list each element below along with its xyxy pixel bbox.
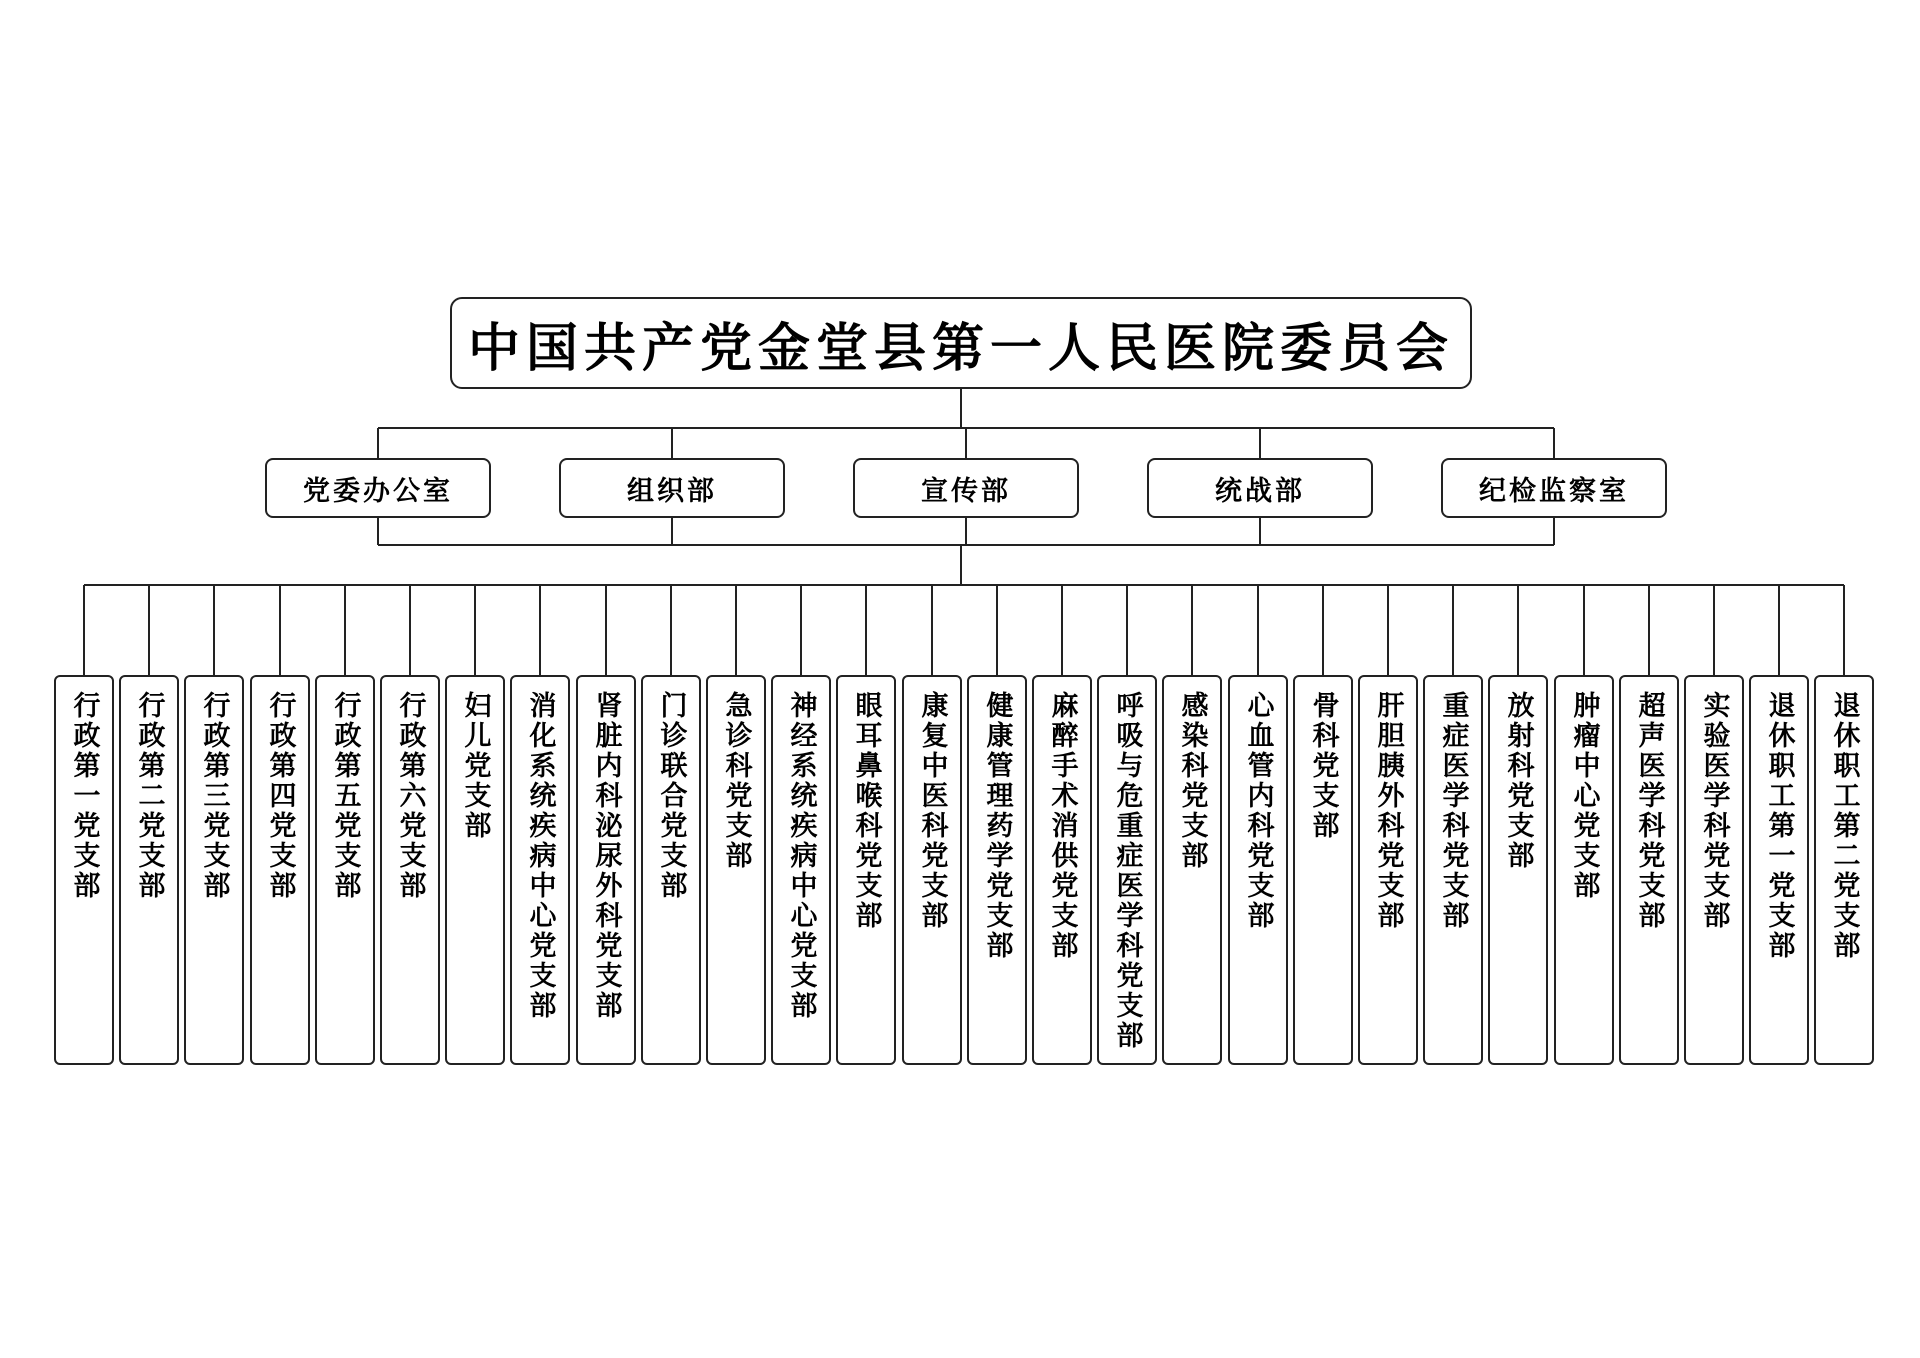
branch-label: 行政第四党支部 <box>264 691 296 901</box>
branch-box <box>1032 675 1092 1065</box>
branch-box <box>1228 675 1288 1065</box>
branch-box <box>967 675 1027 1065</box>
department-label: 党委办公室 <box>303 475 453 507</box>
branch-label: 肾脏内科泌尿外科党支部 <box>590 691 622 1021</box>
branch-label: 急诊科党支部 <box>720 691 752 871</box>
branch-box <box>510 675 570 1065</box>
branch-box <box>706 675 766 1065</box>
branch-box <box>1814 675 1874 1065</box>
branch-box <box>1162 675 1222 1065</box>
branch-box <box>315 675 375 1065</box>
branch-box <box>1423 675 1483 1065</box>
branch-label: 肿瘤中心党支部 <box>1568 691 1600 901</box>
branch-label: 门诊联合党支部 <box>655 691 687 901</box>
branch-label: 消化系统疾病中心党支部 <box>524 691 556 1021</box>
root-committee-box <box>450 297 1472 389</box>
department-box <box>559 458 785 518</box>
branch-box <box>1488 675 1548 1065</box>
branch-label: 健康管理药学党支部 <box>981 691 1013 961</box>
branch-box <box>836 675 896 1065</box>
branch-label: 退休职工第一党支部 <box>1763 691 1795 961</box>
branch-label: 实验医学科党支部 <box>1698 691 1730 931</box>
branch-box <box>54 675 114 1065</box>
branch-label: 重症医学科党支部 <box>1437 691 1469 931</box>
branch-box <box>1293 675 1353 1065</box>
branch-box <box>1619 675 1679 1065</box>
branch-label: 超声医学科党支部 <box>1633 691 1665 931</box>
department-box <box>853 458 1079 518</box>
branch-label: 呼吸与危重症医学科党支部 <box>1111 691 1143 1051</box>
branch-box <box>1554 675 1614 1065</box>
department-label: 纪检监察室 <box>1479 475 1629 507</box>
branch-box <box>250 675 310 1065</box>
branch-label: 行政第五党支部 <box>329 691 361 901</box>
branch-box <box>1684 675 1744 1065</box>
branch-label: 麻醉手术消供党支部 <box>1046 691 1078 961</box>
department-box <box>265 458 491 518</box>
branch-label: 退休职工第二党支部 <box>1828 691 1860 961</box>
branch-label: 行政第二党支部 <box>133 691 165 901</box>
branch-label: 放射科党支部 <box>1502 691 1534 871</box>
branch-box <box>119 675 179 1065</box>
branch-label: 行政第三党支部 <box>198 691 230 901</box>
branch-box <box>1097 675 1157 1065</box>
branch-label: 行政第六党支部 <box>394 691 426 901</box>
department-box <box>1441 458 1667 518</box>
branch-label: 骨科党支部 <box>1307 691 1339 841</box>
branch-label: 眼耳鼻喉科党支部 <box>850 691 882 931</box>
department-box <box>1147 458 1373 518</box>
root-committee-title: 中国共产党金堂县第一人民医院委员会 <box>467 318 1454 379</box>
branch-label: 行政第一党支部 <box>68 691 100 901</box>
branch-label: 康复中医科党支部 <box>916 691 948 931</box>
branch-box <box>902 675 962 1065</box>
branch-box <box>576 675 636 1065</box>
branch-box <box>641 675 701 1065</box>
branch-box <box>445 675 505 1065</box>
department-label: 宣传部 <box>921 475 1011 507</box>
branch-label: 心血管内科党支部 <box>1242 691 1274 931</box>
department-label: 组织部 <box>627 475 717 507</box>
branch-label: 肝胆胰外科党支部 <box>1372 691 1404 931</box>
branch-box <box>380 675 440 1065</box>
branch-label: 感染科党支部 <box>1176 691 1208 871</box>
branch-box <box>1358 675 1418 1065</box>
department-label: 统战部 <box>1215 475 1305 507</box>
branch-label: 神经系统疾病中心党支部 <box>785 691 817 1021</box>
branch-box <box>771 675 831 1065</box>
branch-box <box>1749 675 1809 1065</box>
branch-box <box>184 675 244 1065</box>
branch-label: 妇儿党支部 <box>459 691 491 841</box>
